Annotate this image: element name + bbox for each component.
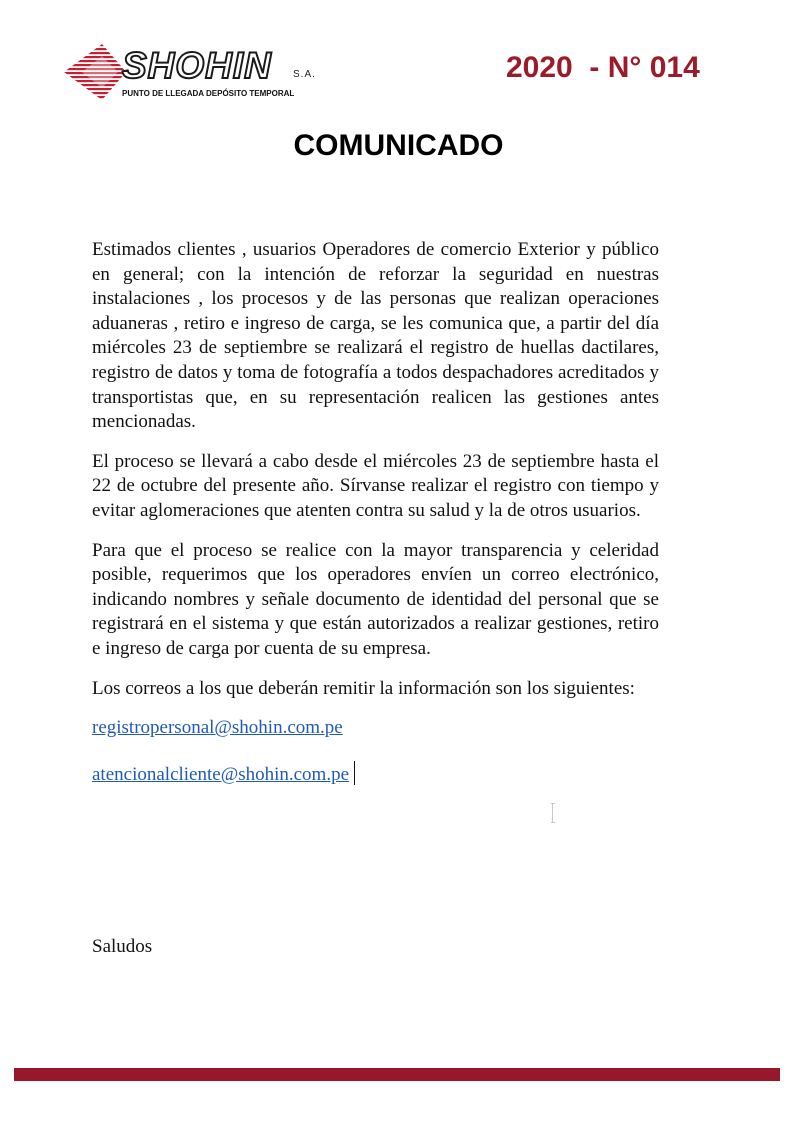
email-line (92, 716, 659, 741)
closing-text: Saludos (92, 936, 153, 957)
company-tagline: PUNTO DE LLEGADA DEPÓSITO TEMPORAL (122, 89, 295, 98)
red-diamond-logo-icon (64, 44, 124, 102)
email-link-atencion[interactable]: atencionalcliente@shohin.com.pe (92, 763, 350, 785)
footer-bar (14, 1068, 780, 1081)
document-body (92, 238, 659, 807)
email-line (92, 761, 659, 788)
company-logo (64, 44, 326, 102)
paragraph-intro: Estimados clientes , usuarios Operadores de comercio Exterior y público en general; con la intención de reforzar la seguridad en nuestras instalaciones , los procesos y de las personas que realizan operaciones aduaneras , retiro e ingreso de carga, se les comunica que, a partir del día miércoles 23 de septiembre se realizará el registro de huellas dactilares, registro de datos y toma de fotografía a todos despachadores acreditados y transportistas que, en su representación realicen las gestiones antes mencionadas. (92, 239, 659, 433)
email-link-registro[interactable]: registropersonal@shohin.com.pe (92, 717, 343, 739)
paragraph-requirements: Para que el proceso se realice con la mayor transparencia y celeridad posible, requerimos que los operadores envíen un correo electrónico, indicando nombres y señale documento de identidad del personal que se registrará en el sistema y que están autorizados a realizar gestiones, retiro e ingreso de carga por cuenta de su empresa. (92, 539, 659, 659)
ibeam-cursor-icon (551, 803, 555, 823)
company-name: SHOHIN (122, 45, 272, 86)
company-suffix: S.A. (293, 69, 316, 80)
paragraph-schedule: El proceso se llevará a cabo desde el miércoles 23 de septiembre hasta el 22 de octubre del presente año. Sírvanse realizar el registro con tiempo y evitar aglomeraciones que atenten contra su salud y la de otros usuarios. (92, 450, 659, 521)
document-title: COMUNICADO (293, 129, 504, 162)
text-cursor (354, 761, 355, 785)
document-number: 2020 - N° 014 (506, 51, 700, 84)
paragraph-emails-intro: Los correos a los que deberán remitir la información son los siguientes: (92, 677, 635, 699)
